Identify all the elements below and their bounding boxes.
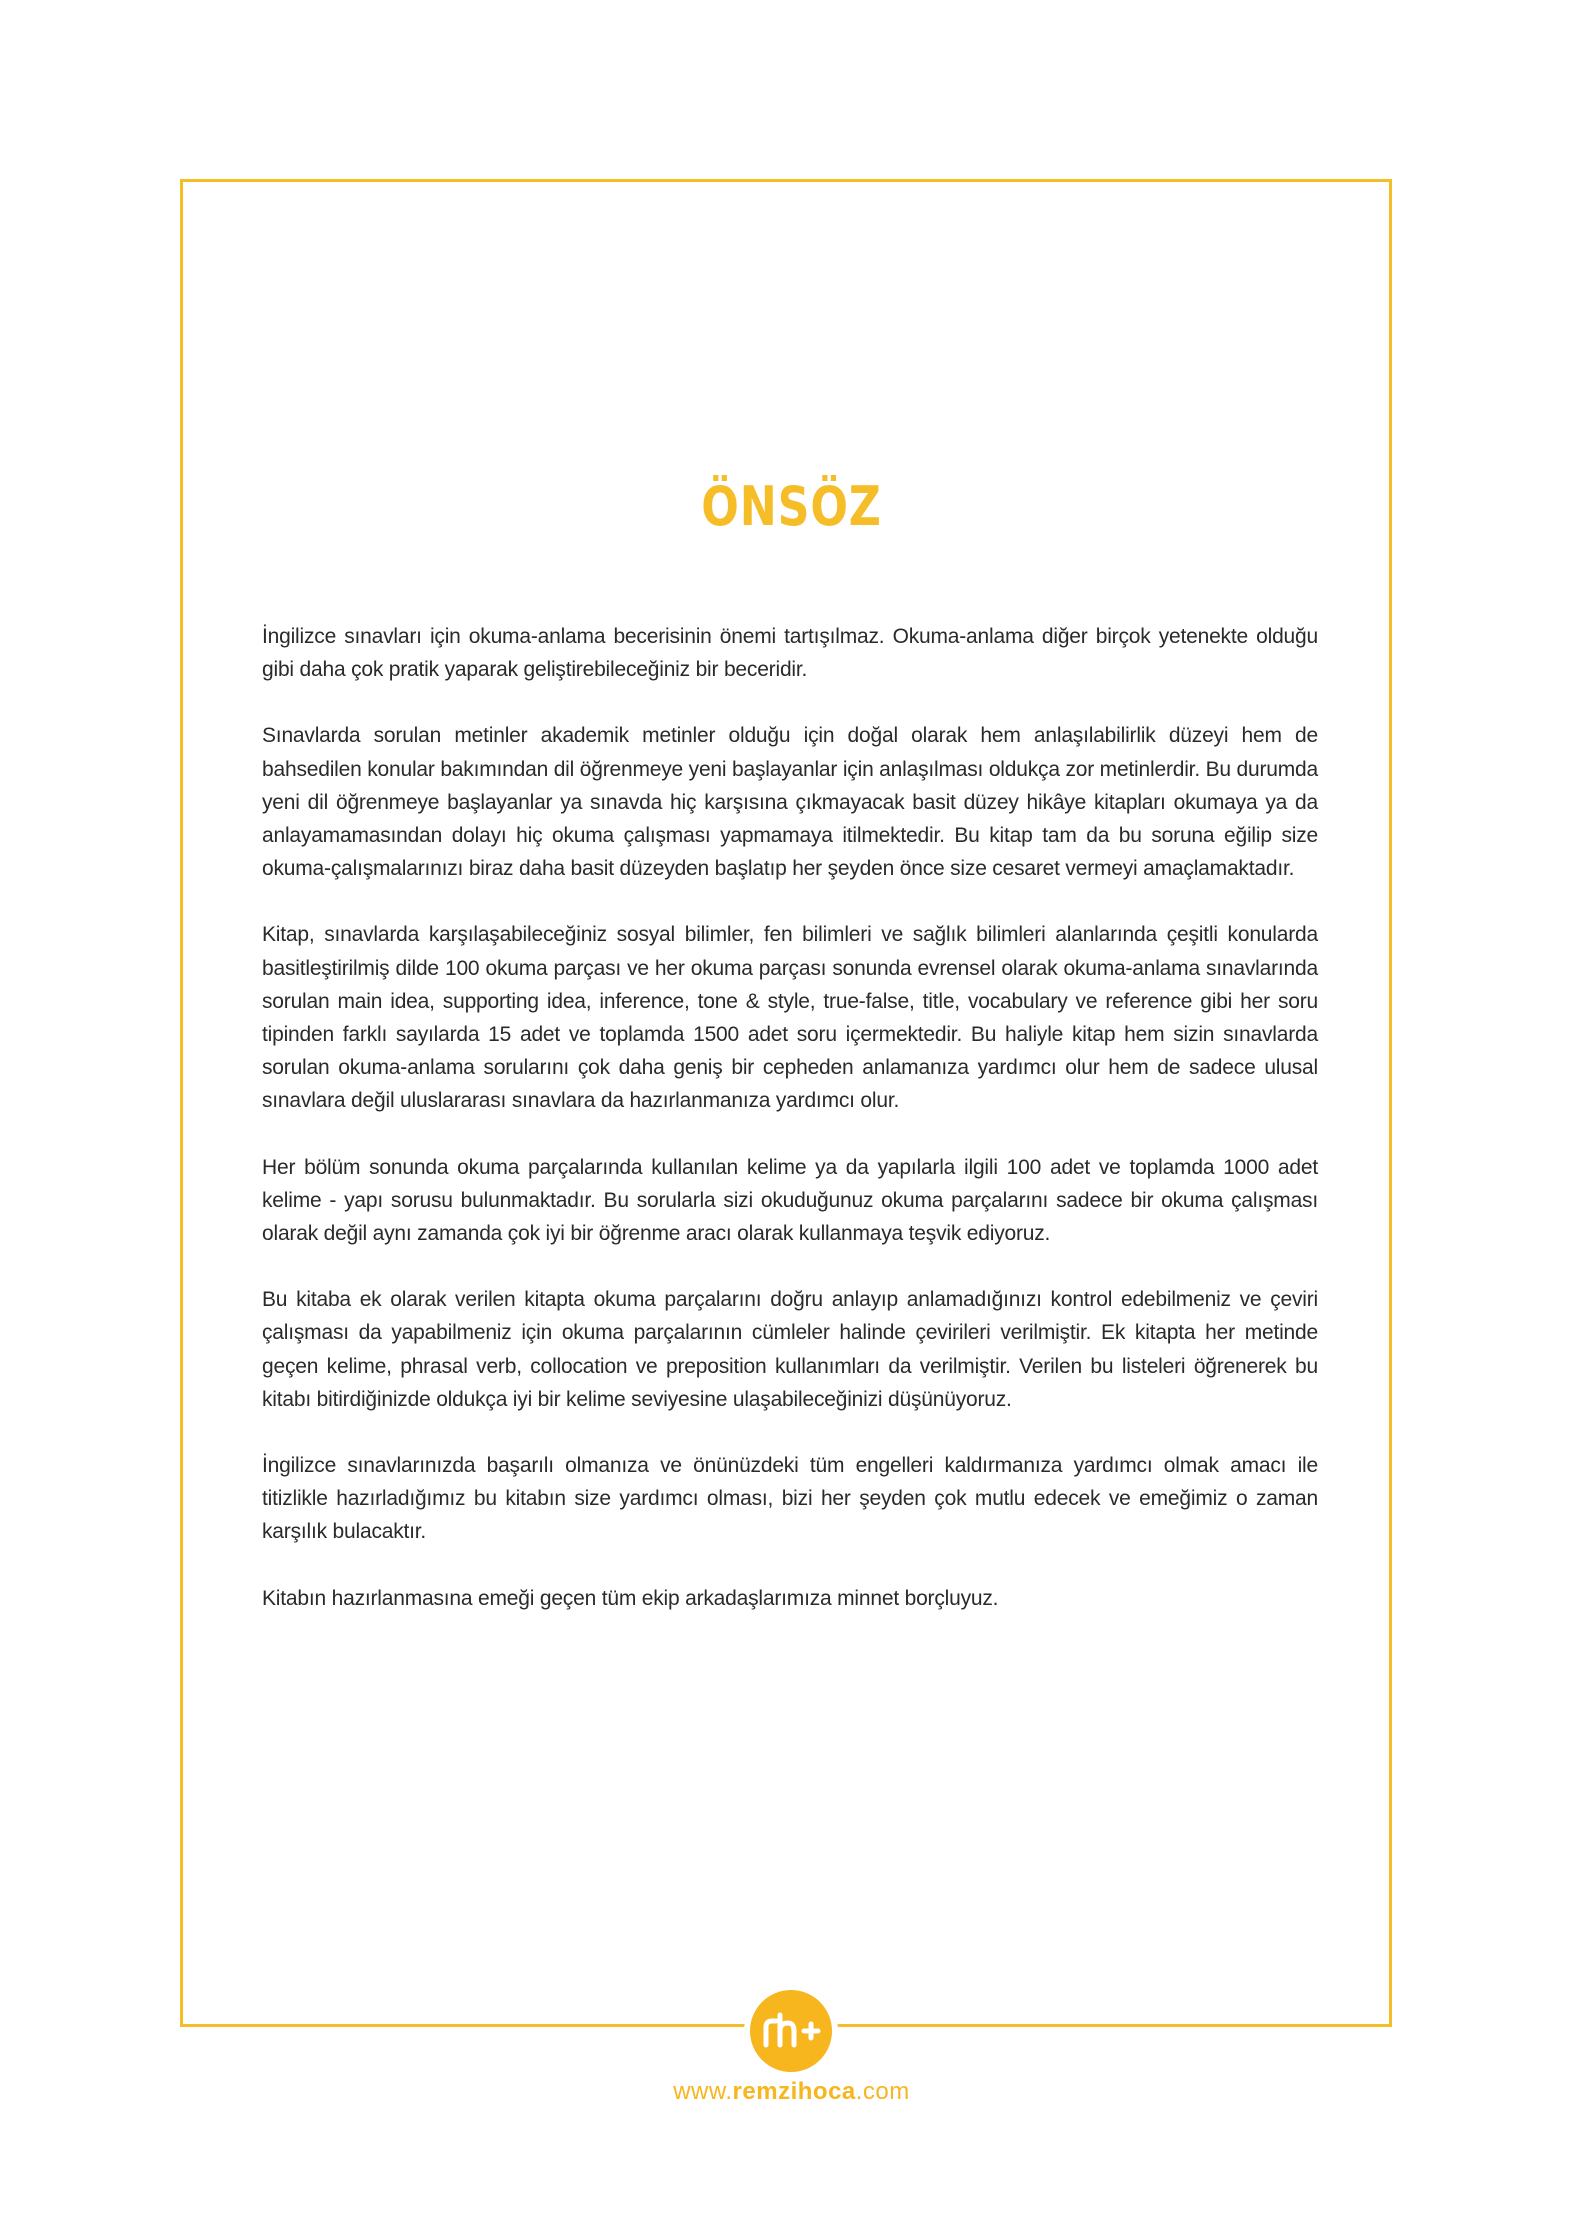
rh-plus-logo-glyph	[760, 2011, 822, 2051]
page-title: ÖNSÖZ	[701, 475, 882, 538]
url-prefix: www.	[673, 2078, 733, 2105]
paragraph-5: Bu kitaba ek olarak verilen kitapta okuma parçalarını doğru anlayıp anlamadığınızı kontrol edebilmeniz ve çeviri çalışması da yapabilmeniz için okuma parçalarının cümleler halinde çevirileri verilmiştir. Ek kitapta her metinde geçen kelime, phrasal verb, collocation ve preposition kullanımları da verilmiştir. Verilen bu listeleri öğrenerek bu kitabı bitirdiğinizde oldukça iyi bir kelime seviyesine ulaşabileceğinizi düşünüyoruz.	[262, 1288, 1318, 1411]
paragraph-7: Kitabın hazırlanmasına emeği geçen tüm ekip arkadaşlarımıza minnet borçluyuz.	[262, 1586, 999, 1610]
preface-body	[262, 620, 1318, 1648]
paragraph-3: Kitap, sınavlarda karşılaşabileceğiniz sosyal bilimler, fen bilimleri ve sağlık bilimleri alanlarında çeşitli konularda basitleştirilmiş dilde 100 okuma parçası ve her okuma parçası sonunda evrensel olarak okuma-anlama sınavlarında sorulan main idea, supporting idea, inference, tone & style, true-false, title, vocabulary ve reference gibi her soru tipinden farklı sayılarda 15 adet ve toplamda 1500 adet soru içermektedir. Bu haliyle kitap hem sizin sınavlarda sorulan okuma-anlama sorularını çok daha geniş bir cepheden anlamanıza yardımcı olur hem de sadece ulusal sınavlara değil uluslararası sınavlara da hazırlanmanıza yardımcı olur.	[262, 923, 1318, 1113]
website-url[interactable]	[0, 2078, 1583, 2106]
url-brand: remzihoca	[732, 2078, 856, 2105]
paragraph-4: Her bölüm sonunda okuma parçalarında kullanılan kelime ya da yapılarla ilgili 100 adet ve toplamda 1000 adet kelime - yapı sorusu bulunmaktadır. Bu sorularla sizi okuduğunuz okuma parçalarını sadece bir okuma çalışması olarak değil aynı zamanda çok iyi bir öğrenme aracı olarak kullanmaya teşvik ediyoruz.	[262, 1155, 1318, 1246]
paragraph-2: Sınavlarda sorulan metinler akademik metinler olduğu için doğal olarak hem anlaşılabilirlik düzeyi hem de bahsedilen konular bakımından dil öğrenmeye yeni başlayanlar için anlaşılması oldukça zor metinlerdir. Bu durumda yeni dil öğrenmeye başlayanlar ya sınavda hiç karşısına çıkmayacak basit düzey hikâye kitapları okumaya ya da anlayamamasından dolayı hiç okuma çalışması yapmamaya itilmektedir. Bu kitap tam da bu soruna eğilip size okuma-çalışmalarınızı biraz daha basit düzeyden başlatıp her şeyden önce size cesaret vermeyi amaçlamaktadır.	[262, 724, 1318, 881]
paragraph-6: İngilizce sınavlarınızda başarılı olmanıza ve önünüzdeki tüm engelleri kaldırmanıza yardımcı olmak amacı ile titizlikle hazırladığımız bu kitabın size yardımcı olması, bizi her şeyden çok mutlu edecek ve emeğimiz o zaman karşılık bulacaktır.	[262, 1454, 1318, 1544]
rh-plus-logo-icon	[750, 1990, 832, 2072]
url-suffix: .com	[855, 2078, 910, 2105]
paragraph-1: İngilizce sınavları için okuma-anlama becerisinin önemi tartışılmaz. Okuma-anlama diğer birçok yetenekte olduğu gibi daha çok pratik yaparak geliştirebileceğiniz bir beceridir.	[262, 625, 1318, 682]
